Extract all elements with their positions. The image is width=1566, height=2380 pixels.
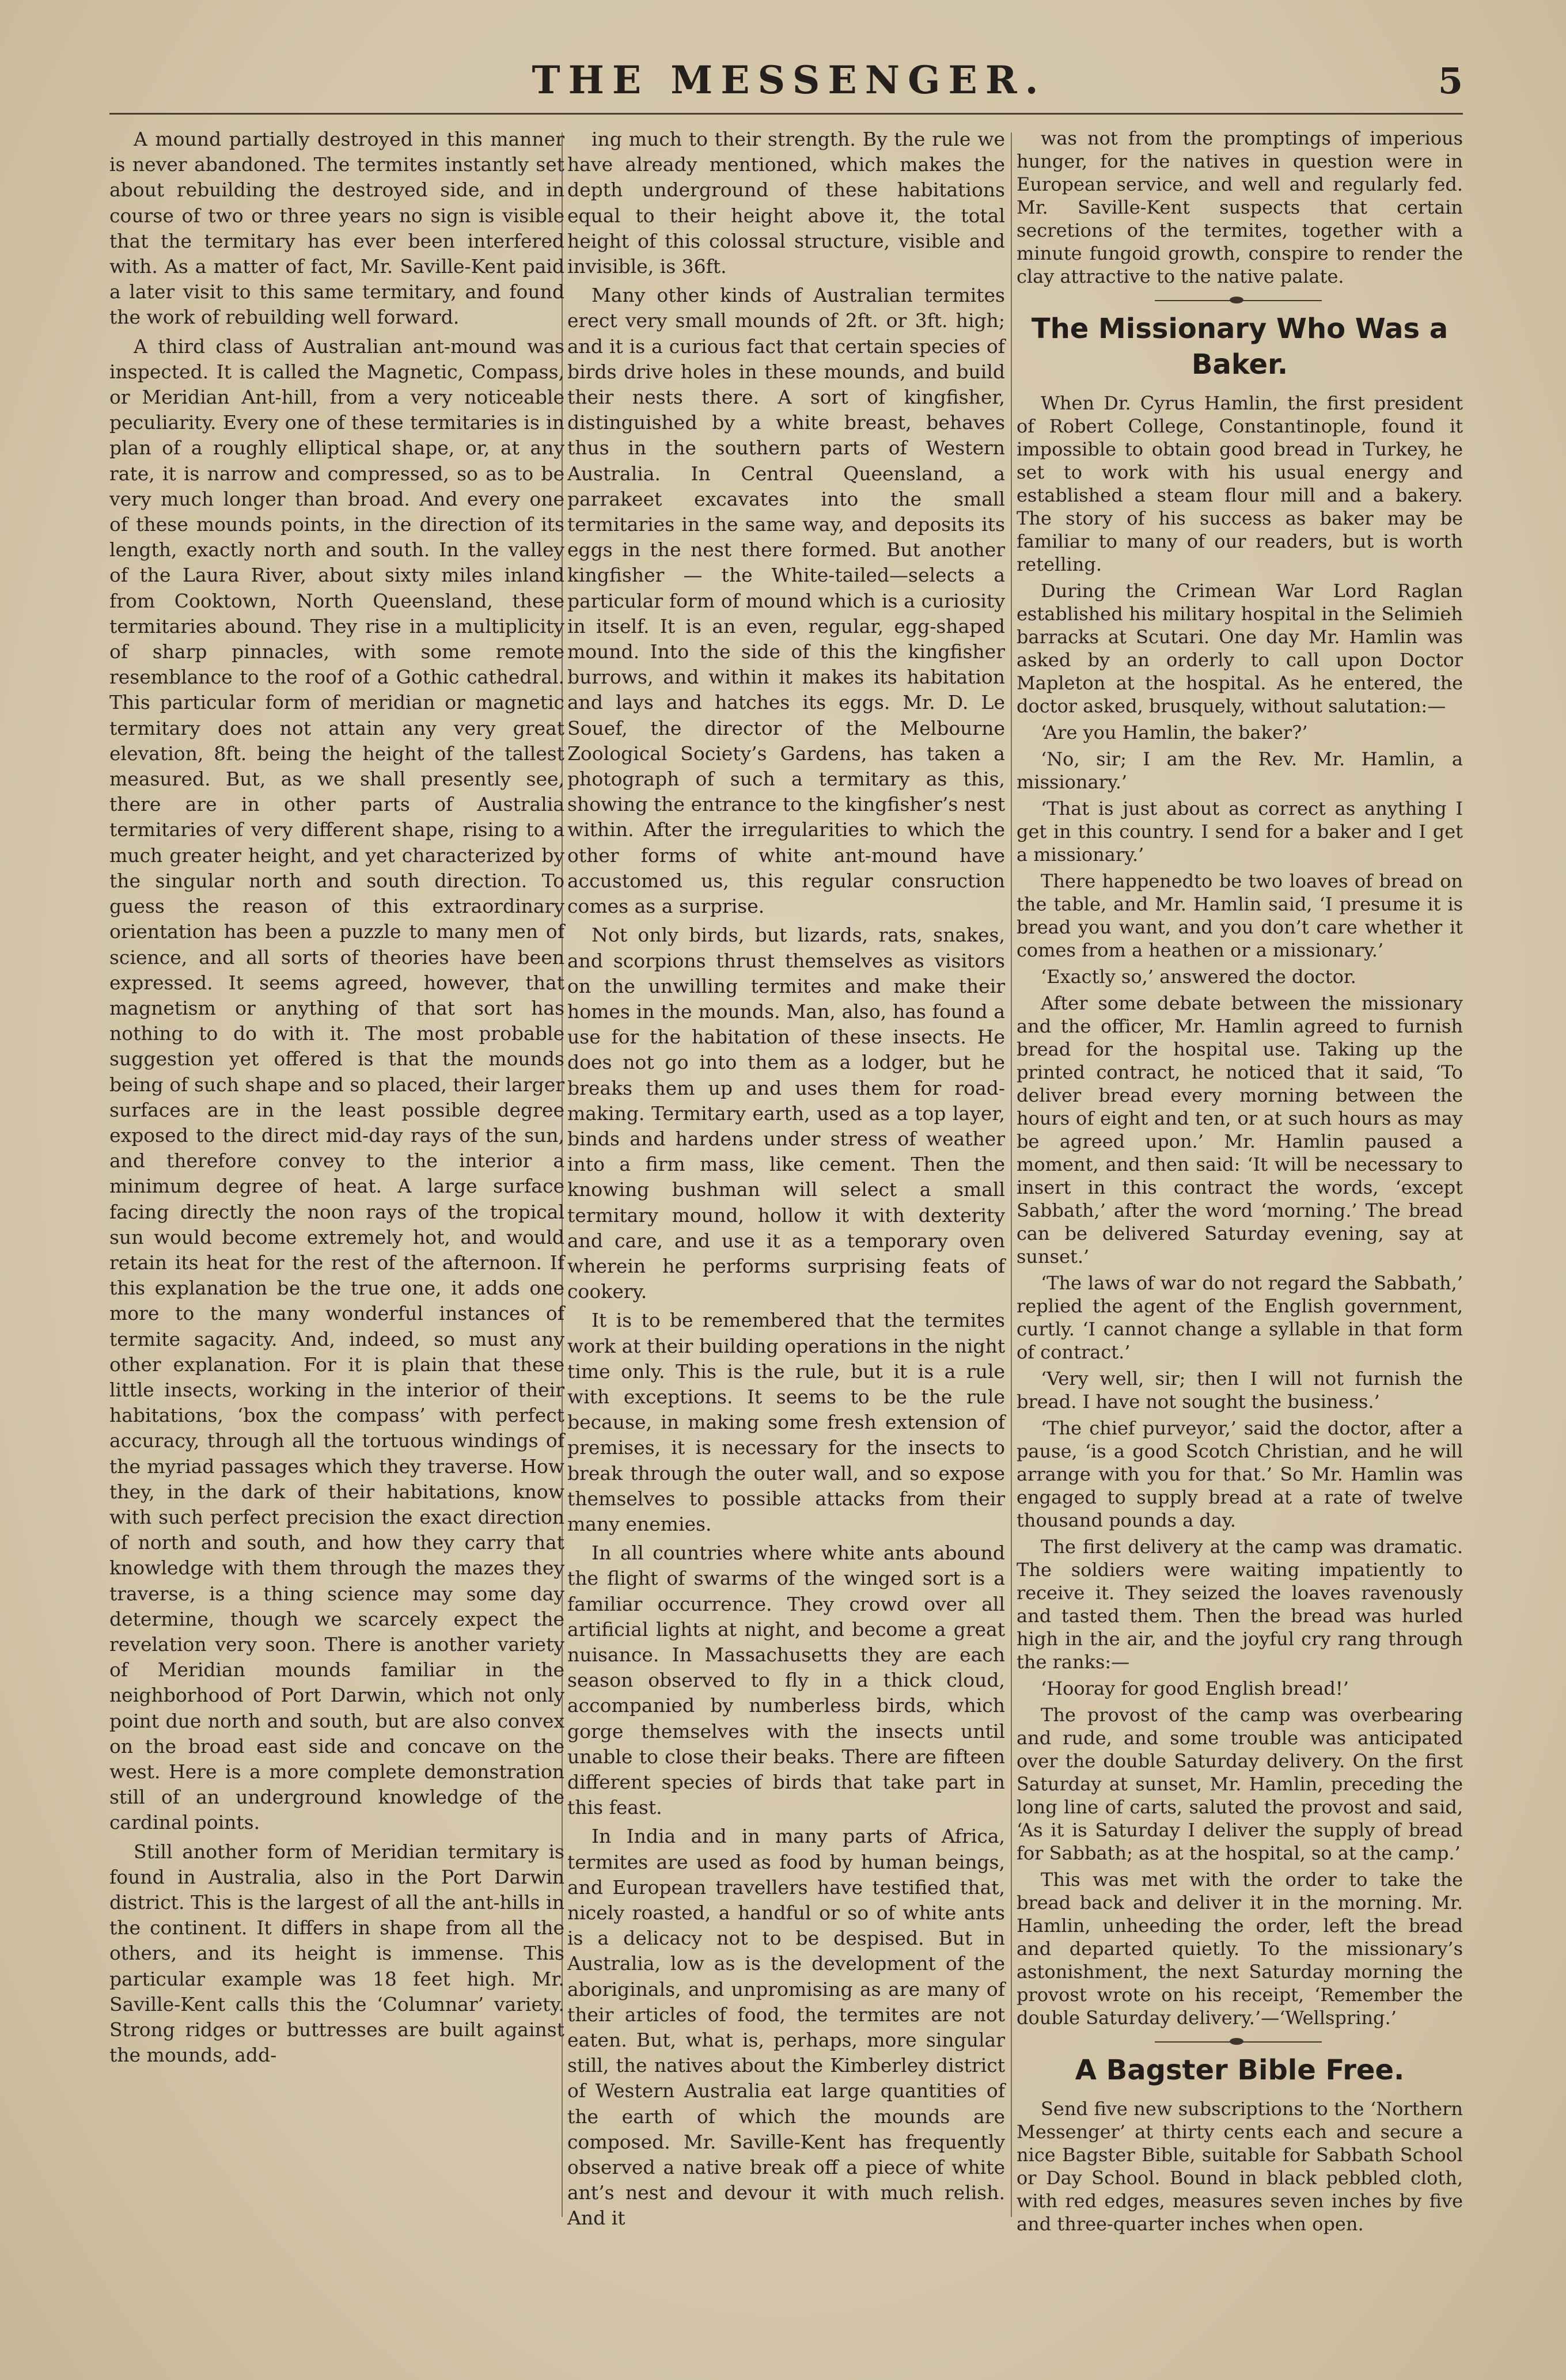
paragraph: ‘No, sir; I am the Rev. Mr. Hamlin, a missionary.’ [1017,748,1463,793]
paragraph: In all countries where white ants abound the flight of swarms of the winged sort is a familiar occurrence. They crowd over all artificial lights at night, and become a great nuisance. In Massachusetts they are each season observed to fly in a thick cloud, accompanied by numberless birds, which gorge themselves with the insects until unable to close their beaks. There are fifteen different species of birds that take part in this feast. [567,1542,1005,1819]
paragraph: ‘Are you Hamlin, the baker?’ [1041,722,1308,743]
paragraph: In India and in many parts of Africa, termites are used as food by human beings, and European travellers have testified that, nicely roasted, a handful or so of white ants is a delicacy not to be despised. But in Australia, low as is the development of the aboriginals, and unpromising as are many of their articles of food, the termites are not eaten. But, what is, perhaps, more singular still, the natives about the Kimberley district of Western Australia eat large quantities of the earth of which the mounds are composed. Mr. Saville-Kent has frequently observed a native break off a piece of white ant’s nest and devour it with much relish. And it [567,1825,1005,2230]
column-3 [1017,127,1463,2235]
paragraph: was not from the promptings of imperious hunger, for the natives in question were in European service, and well and regularly fed. Mr. Saville-Kent suspects that certain secretions of the termites, together with a minute fungoid growth, conspire to render the clay attractive to the native palate. [1017,127,1463,287]
paragraph: The provost of the camp was overbearing and rude, and some trouble was anticipated over the double Saturday delivery. On the first Saturday at sunset, Mr. Hamlin, preceding the long line of carts, saluted the provost and said, ‘As it is Saturday I deliver the supply of bread for Sabbath; as at the hospital, so at the camp.’ [1017,1704,1463,1864]
masthead-title: THE MESSENGER. [532,58,1046,103]
section-ornament [1017,295,1463,306]
paragraph: After some debate between the missionary and the officer, Mr. Hamlin agreed to furnish bread for the hospital use. Taking up the printed contract, he noticed that it said, ‘To deliver bread every morning between the hours of eight and ten, or at such hours as may be agreed upon.’ Mr. Hamlin paused a moment, and then said: ‘It will be necessary to insert in this contract the words, ‘except Sabbath,’ after the word ‘morning.’ The bread can be delivered Saturday evening, say at sunset.’ [1017,992,1463,1267]
paragraph: ing much to their strength. By the rule we have already mentioned, which makes the depth underground of these habitations equal to their height above it, the total height of this colossal structure, visible and invisible, is 36ft. [567,128,1005,278]
paragraph: ‘Hooray for good English bread!’ [1041,1677,1349,1699]
section-ornament [1017,2036,1463,2048]
paragraph: When Dr. Cyrus Hamlin, the first president of Robert College, Constantinople, found it impossible to obtain good bread in Turkey, he set to work with his usual energy and established a steam flour mill and a bakery. The story of his success as baker may be familiar to many of our readers, but is worth retelling. [1017,392,1463,575]
paragraph: Still another form of Meridian termitary is found in Australia, also in the Port Darwin district. This is the largest of all the ant-hills in the continent. It differs in shape from all the others, and its height is immense. This particular example was 18 feet high. Mr. Saville-Kent calls this the ‘Columnar’ variety. Strong ridges or buttresses are built against the mounds, add- [109,1840,564,2067]
paragraph: During the Crimean War Lord Raglan established his military hospital in the Selimieh barracks at Scutari. One day Mr. Hamlin was asked by an orderly to call upon Doctor Mapleton at the hospital. As he entered, the doctor asked, brusquely, without salutation:— [1017,580,1463,717]
header-rule [109,113,1463,115]
page-number: 5 [1438,60,1463,102]
paragraph: Not only birds, but lizards, rats, snakes, and scorpions thrust themselves as visitors on the unwilling termites and make their homes in the mounds. Man, also, has found a use for the habitation of these insects. He does not go into them as a lodger, but he breaks them up and uses them for road-making. Termitary earth, used as a top layer, binds and hardens under stress of weather into a firm mass, like cement. Then the knowing bushman will select a small termitary mound, hollow it with dexterity and care, and use it as a temporary oven wherein he performs surprising feats of cookery. [567,924,1005,1303]
paragraph: Send five new subscriptions to the ‘Northern Messenger’ at thirty cents each and secure a nice Bagster Bible, suitable for Sabbath School or Day School. Bound in black pebbled cloth, with red edges, measures seven inches by five and three-quarter inches when open. [1017,2098,1463,2235]
paragraph: This was met with the order to take the bread back and deliver it in the morning. Mr. Hamlin, unheeding the order, left the bread and departed quietly. To the missionary’s astonishment, the next Saturday morning the provost wrote on his receipt, ‘Remember the double Saturday delivery.’—‘Wellspring.’ [1017,1869,1463,2029]
column-divider [1011,132,1012,2217]
paragraph: A mound partially destroyed in this manner is never abandoned. The termites instantly set about rebuilding the destroyed side, and in course of two or three years no sign is visible that the termitary has ever been interfered with. As a matter of fact, Mr. Saville-Kent paid a later visit to this same termitary, and found the work of rebuilding well forward. [109,128,564,329]
paragraph: The first delivery at the camp was dramatic. The soldiers were waiting impatiently to receive it. They seized the loaves ravenously and tasted them. Then the bread was hurled high in the air, and the joyful cry rang through the ranks:— [1017,1536,1463,1673]
page-header [115,58,1463,109]
article-title-bagster: A Bagster Bible Free. [1075,2054,1405,2086]
paragraph: There happenedto be two loaves of bread on the table, and Mr. Hamlin said, ‘I presume it is bread you want, and you don’t care whether it comes from a heathen or a missionary.’ [1017,870,1463,961]
paragraph: ‘The laws of war do not regard the Sabbath,’ replied the agent of the English government, curtly. ‘I cannot change a syllable in that form of contract.’ [1017,1272,1463,1363]
paragraph: A third class of Australian ant-mound was inspected. It is called the Magnetic, Compass, or Meridian Ant-hill, from a very noticeable peculiarity. Every one of these termitaries is in plan of a roughly elliptical shape, or, at any rate, it is narrow and compressed, so as to be very much longer than broad. And every one of these mounds points, in the direction of its length, exactly north and south. In the valley of the Laura River, about sixty miles inland from Cooktown, North Queensland, these termitaries abound. They rise in a multiplicity of sharp pinnacles, with some remote resemblance to the roof of a Gothic cathedral. This particular form of meridian or magnetic termitary does not attain any very great elevation, 8ft. being the height of the tallest measured. But, as we shall presently see, there are in other parts of Australia termitaries of very different shape, rising to a much greater height, and yet characterized by the singular north and south direction. To guess the reason of this extraordinary orientation has been a puzzle to many men of science, and all sorts of theories have been expressed. It seems agreed, however, that magnetism or anything of that sort has nothing to do with it. The most probable suggestion yet offered is that the mounds being of such shape and so placed, their larger surfaces are in the least possible degree exposed to the direct mid-day rays of the sun, and therefore convey to the interior a minimum degree of heat. A large surface facing directly the noon rays of the tropical sun would become extremely hot, and would retain its heat for the rest of the afternoon. If this explanation be the true one, it adds one more to the many wonderful instances of termite sagacity. And, indeed, so must any other explanation. For it is plain that these little insects, working in the interior of their habitations, ‘box the compass’ with perfect accuracy, through all the tortuous windings of the myriad passages which they traverse. How they, in the dark of their habitations, know with such perfect precision the exact direction of north and south, and how they carry that knowledge with them through the mazes they traverse, is a thing science may some day determine, though we scarcely expect the revelation very soon. There is another variety of Meridian mounds familiar in the neighborhood of Port Darwin, which not only point due north and south, but are also convex on the broad east side and concave on the west. Here is a more complete demonstration still of an underground knowledge of the cardinal points. [109,335,564,1834]
column-2 [567,127,1005,2230]
article-title-missionary: The Missionary Who Was a Baker. [1031,313,1449,381]
ornament-dot [1230,297,1243,303]
column-1 [109,127,564,2223]
paragraph: ‘The chief purveyor,’ said the doctor, after a pause, ‘is a good Scotch Christian, and he will arrange with you for that.’ So Mr. Hamlin was engaged to supply bread at a rate of twelve thousand pounds a day. [1017,1417,1463,1531]
ornament-dot [1230,2038,1243,2045]
paragraph: ‘Exactly so,’ answered the doctor. [1041,966,1356,988]
paragraph: Many other kinds of Australian termites erect very small mounds of 2ft. or 3ft. high; and it is a curious fact that certain species of birds drive holes in these mounds, and build their nests there. A sort of kingfisher, distinguished by a white breast, behaves thus in the southern parts of Western Australia. In Central Queensland, a parrakeet excavates into the small termitaries in the same way, and deposits its eggs in the nest there formed. But another kingfisher — the White-tailed—selects a particular form of mound which is a curiosity in itself. It is an even, regular, egg-shaped mound. Into the side of this the kingfisher burrows, and within it makes its habitation and lays and hatches its eggs. Mr. D. Le Souef, the director of the Melbourne Zoological Society’s Gardens, has taken a photograph of such a termitary as this, showing the entrance to the kingfisher’s nest within. After the irregularities to which the other forms of white ant-mound have accustomed us, this regular consruction comes as a surprise. [567,284,1005,918]
paragraph: ‘Very well, sir; then I will not furnish the bread. I have not sought the business.’ [1017,1368,1463,1413]
paragraph: ‘That is just about as correct as anything I get in this country. I send for a baker and I get a missionary.’ [1017,798,1463,866]
paragraph: It is to be remembered that the termites work at their building operations in the night time only. This is the rule, but it is a rule with exceptions. It seems to be the rule because, in making some fresh extension of premises, it is necessary for the insects to break through the outer wall, and so expose themselves to possible attacks from their many enemies. [567,1309,1005,1535]
